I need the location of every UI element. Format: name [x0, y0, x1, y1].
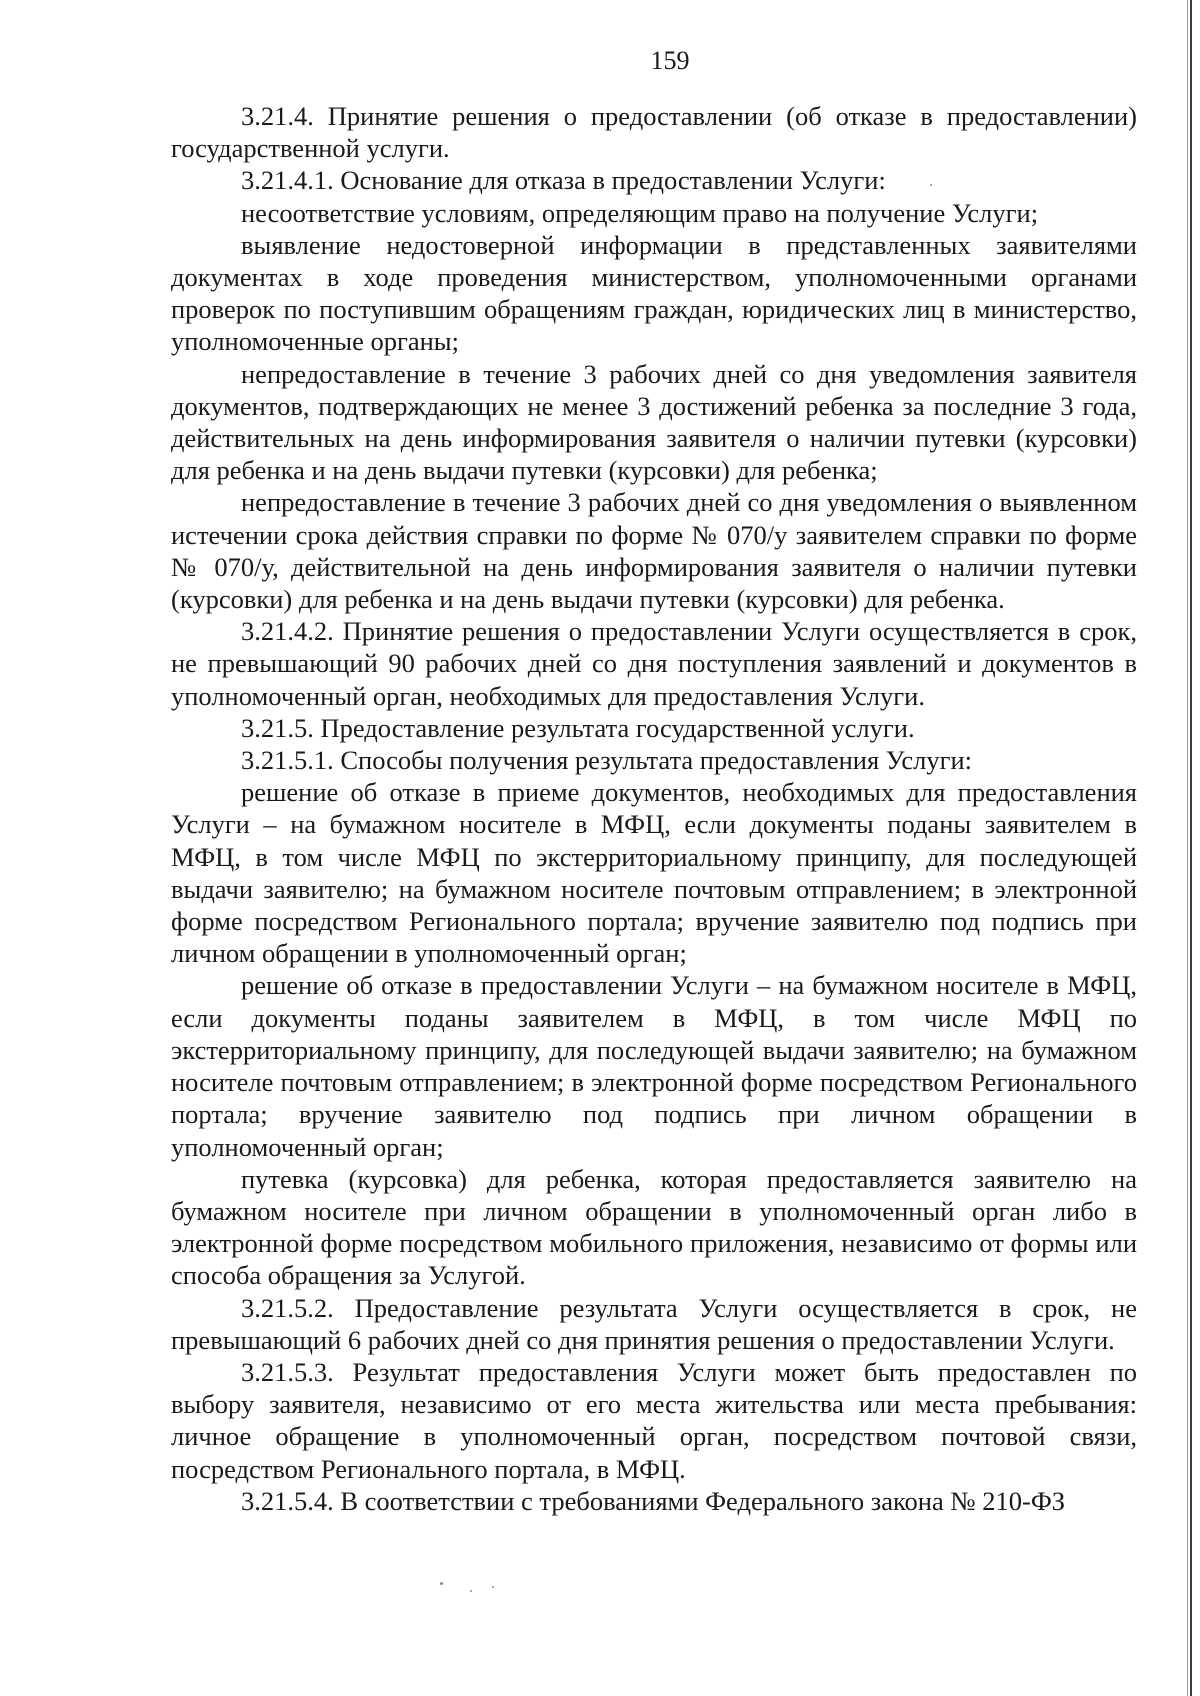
scan-speck: [470, 1590, 472, 1592]
paragraph: непредоставление в течение 3 рабочих дней со дня уведомления заявителя документов, подтверждающих не менее 3 достижений ребенка за последние 3 года, действительных на день информирования заявителя о наличии путевки (курсовки) для ребенка и на день выдачи путевки (курсовки) для ребенка;: [171, 358, 1137, 486]
scan-speck: [492, 1586, 494, 1588]
paragraph: 3.21.5. Предоставление результата государственной услуги.: [241, 712, 915, 743]
paragraph: 3.21.4. Принятие решения о предоставлении (об отказе в предоставлении) государственной услуги.: [171, 101, 1137, 164]
paragraph: 3.21.5.2. Предоставление результата Услуги осуществляется в срок, не превышающий 6 рабочих дней со дня принятия решения о предоставлении Услуги.: [171, 1292, 1137, 1355]
document-body: [171, 100, 1137, 1517]
paragraph: 3.21.4.2. Принятие решения о предоставлении Услуги осуществляется в срок, не превышающий 90 рабочих дней со дня поступления заявлений и документов в уполномоченный орган, необходимых для предоставления Услуги.: [171, 616, 1137, 711]
paragraph: 3.21.5.1. Способы получения результата предоставления Услуги:: [241, 745, 973, 776]
paragraph: решение об отказе в приеме документов, необходимых для предоставления Услуги – на бумажном носителе в МФЦ, если документы поданы заявителем в МФЦ, в том числе МФЦ по экстерриториальному принципу, для последующей выдачи заявителю; на бумажном носителе почтовым отправлением; в электронной форме посредством Регионального портала; вручение заявителю под подпись при личном обращении в уполномоченный орган;: [171, 777, 1137, 969]
paragraph: несоответствие условиям, определяющим право на получение Услуги;: [241, 197, 1039, 228]
scan-speck: [930, 184, 932, 186]
paragraph: 3.21.5.3. Результат предоставления Услуги может быть предоставлен по выбору заявителя, независимо от его места жительства или места пребывания: личное обращение в уполномоченный орган, посредством почтовой связи, посредством Регионального портала, в МФЦ.: [171, 1356, 1137, 1484]
paragraph: путевка (курсовка) для ребенка, которая предоставляется заявителю на бумажном носителе при личном обращении в уполномоченный орган либо в электронной форме посредством мобильного приложения, независимо от формы или способа обращения за Услугой.: [171, 1163, 1137, 1291]
page-number: 159: [650, 46, 690, 75]
paragraph: 3.21.4.1. Основание для отказа в предоставлении Услуги:: [241, 165, 886, 196]
scan-speck: [440, 1582, 443, 1585]
paragraph: 3.21.5.4. В соответствии с требованиями Федерального закона № 210-ФЗ: [241, 1485, 1066, 1516]
scan-edge-line: [1190, 0, 1192, 1696]
paragraph: решение об отказе в предоставлении Услуги – на бумажном носителе в МФЦ, если документы поданы заявителем в МФЦ, в том числе МФЦ по экстерриториальному принципу, для последующей выдачи заявителю; на бумажном носителе почтовым отправлением; в электронной форме посредством Регионального портала; вручение заявителю под подпись при личном обращении в уполномоченный орган;: [171, 970, 1137, 1162]
paragraph: выявление недостоверной информации в представленных заявителями документах в ходе проведения министерством, уполномоченными органами проверок по поступившим обращениям граждан, юридических лиц в министерство, уполномоченные органы;: [171, 229, 1137, 357]
paragraph: непредоставление в течение 3 рабочих дней со дня уведомления о выявленном истечении срока действия справки по форме № 070/у заявителем справки по форме № 070/у, действительной на день информирования заявителя о наличии путевки (курсовки) для ребенка и на день выдачи путевки (курсовки) для ребенка.: [171, 487, 1137, 615]
scan-edge-line-secondary: [1187, 0, 1188, 1696]
